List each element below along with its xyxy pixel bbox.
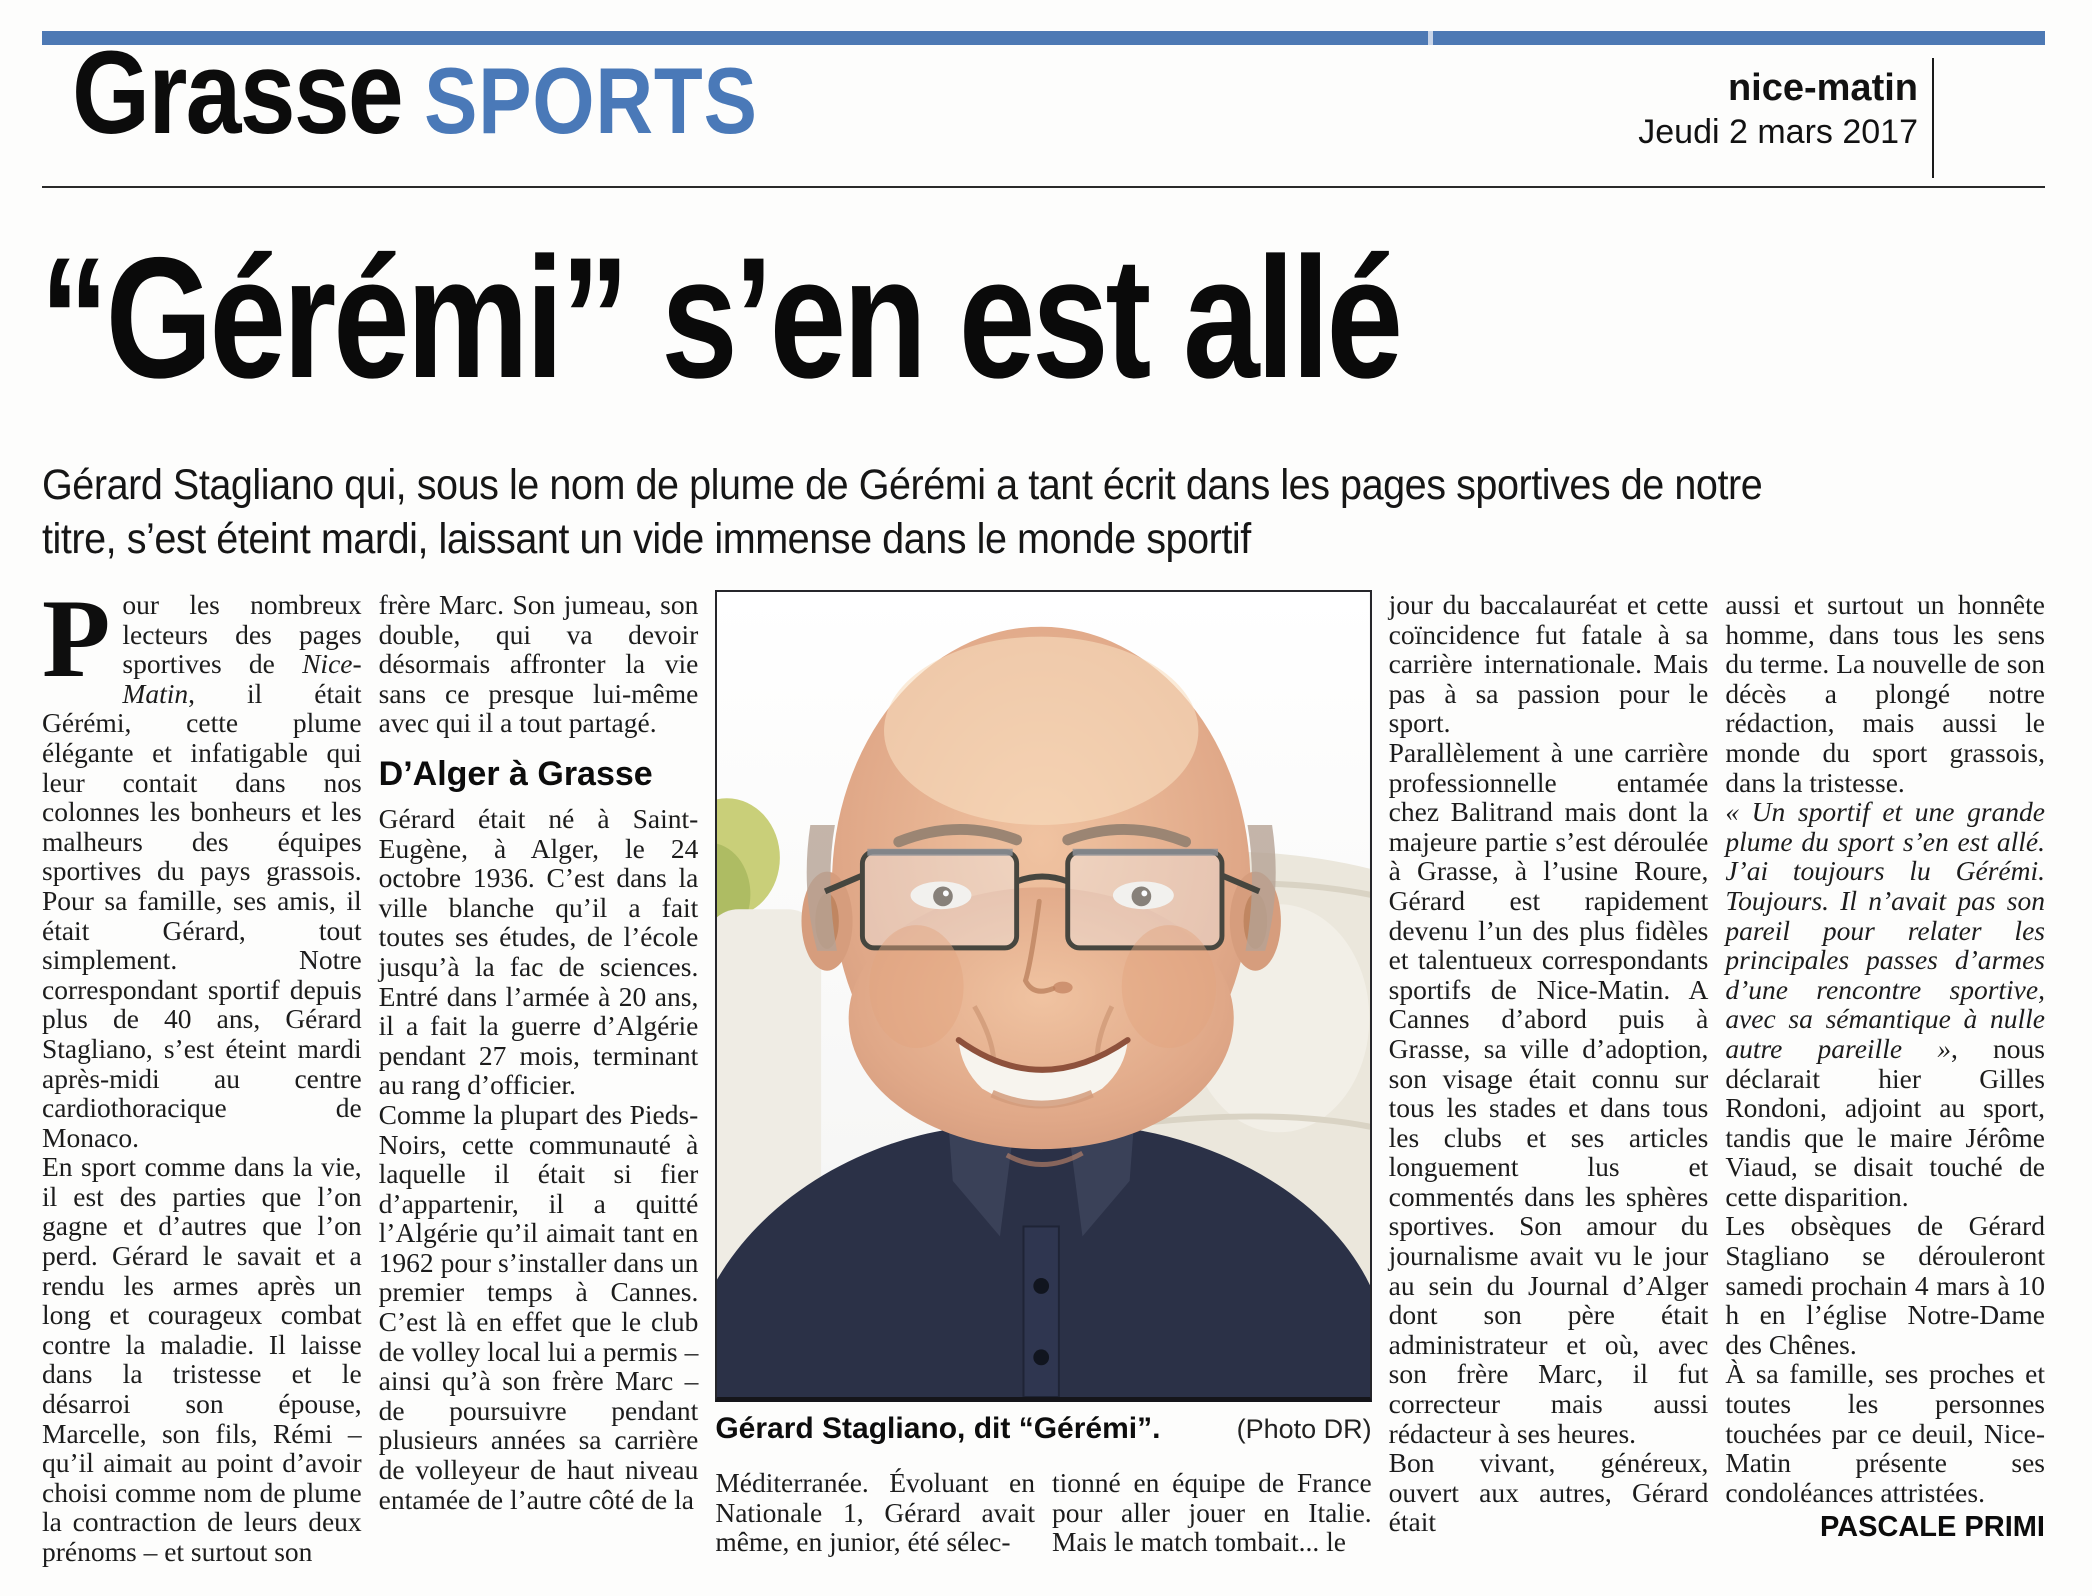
forehead-highlight bbox=[884, 637, 1198, 825]
paragraph: tionné en équipe de France pour aller jouer en Italie. Mais le match tombait... le bbox=[1051, 1467, 1372, 1558]
paragraph-quote bbox=[1725, 797, 2045, 1211]
paragraph-text: , il était Gérémi, cette plume élégante et infatigable qui leur contait dans nos colonnes les bonheurs et les malheurs des équipes sportives du pays grassois. Pour sa famille, ses amis, il était Gérard, tout simplement. Notre correspondant sportif depuis plus de 40 ans, Gérard Stagliano, s’est éteint mardi après-midi au centre cardiothoracique de Monaco. bbox=[42, 677, 362, 1153]
paragraph: Les obsèques de Gérard Stagliano se dérouleront samedi prochain 4 mars à 10 h en l’église Notre-Dame des Chênes. bbox=[1725, 1210, 2045, 1360]
article-column-5 bbox=[1389, 590, 1709, 1596]
glasses-top-bar bbox=[868, 849, 1013, 856]
nostril bbox=[1053, 982, 1073, 994]
drop-cap: P bbox=[42, 590, 111, 701]
section-label: SPORTS bbox=[424, 48, 758, 153]
article-body bbox=[42, 590, 2045, 1596]
crosshead-dalger-a-grasse: D’Alger à Grasse bbox=[378, 754, 653, 793]
photo-caption: Gérard Stagliano, dit “Gérémi”. bbox=[715, 1412, 1161, 1445]
photo-captionbar bbox=[715, 1412, 1371, 1446]
article-column-2 bbox=[379, 590, 699, 1596]
button bbox=[1034, 1278, 1050, 1294]
paragraph-text: our les nombreux lecteurs des pages sportives de bbox=[122, 590, 362, 680]
paragraph: En sport comme dans la vie, il est des parties que l’on gagne et d’autres que l’on perd. Gérard le savait et a rendu les armes après un long et courageux combat contre la maladie. Il laisse dans la tristesse et le désarroi son épouse, Marcelle, son fils, Rémi – qu’il aimait au point d’avoir choisi comme nom de plume la contraction de leurs deux prénoms – et surtout son bbox=[42, 1151, 362, 1567]
paragraph: aussi et surtout un honnête homme, dans tous les sens du terme. La nouvelle de son décès a plongé notre rédaction, mais aussi le monde du sport grassois, dans la tristesse. bbox=[1725, 590, 2045, 798]
article-subhead: Gérard Stagliano qui, sous le nom de plume de Gérémi a tant écrit dans les pages sportives de notre titre, s’est éteint mardi, laissant un vide immense dans le monde sportif bbox=[42, 461, 1763, 563]
paragraph bbox=[42, 590, 362, 1152]
portrait-photo-illustration bbox=[717, 592, 1369, 1397]
quote-italic: « Un sportif et une grande plume du sport s’en est allé. J’ai toujours lu Gérémi. Toujours. Il n’avait pas son pareil pour relater les principales passes d’armes d’une rencontre sportive, avec sa sémantique à nulle autre pareille » bbox=[1725, 796, 2045, 1064]
quote-attribution: , nous déclarait hier Gilles Rondoni, adjoint au sport, tandis que le maire Jérôme Viaud, se disait touché de cette disparition. bbox=[1725, 1032, 2045, 1212]
section-title bbox=[72, 27, 758, 159]
button bbox=[1034, 1349, 1050, 1365]
portrait-photo bbox=[715, 590, 1371, 1402]
paper-title-italic: Nice-Matin bbox=[122, 648, 362, 709]
cheek-right bbox=[1122, 925, 1216, 1048]
article-headline: “Gérémi” s’en est allé bbox=[40, 222, 1400, 414]
section-name: Grasse bbox=[72, 27, 402, 159]
photo-block bbox=[715, 590, 1371, 1446]
paragraph: jour du baccalauréat et cette coïncidence fut fatale à sa carrière internationale. Mais pas à sa passion pour le sport. bbox=[1388, 590, 1709, 739]
glasses-top-bar bbox=[1073, 849, 1218, 856]
article-column-3 bbox=[715, 1468, 1035, 1596]
byline: PASCALE PRIMI bbox=[1819, 1511, 2045, 1544]
paragraph: Gérard était né à Saint-Eugène, à Alger, le 24 octobre 1936. C’est dans la ville blanche qu’il a fait toutes ses études, de l’école jusqu’à la fac de sciences. Entré dans l’armée à 20 ans, il a fait la guerre d’Algérie pendant 27 mois, terminant au rang d’officier. bbox=[378, 802, 699, 1101]
paragraph: frère Marc. Son jumeau, son double, qui va devoir désormais affronter la vie sans ce presque lui-même avec qui il a tout partagé. bbox=[378, 590, 699, 739]
article-column-6 bbox=[1725, 590, 2045, 1596]
article-column-1 bbox=[42, 590, 362, 1596]
paragraph: Méditerranée. Évoluant en Nationale 1, Gérard avait même, en junior, été sélec- bbox=[715, 1467, 1035, 1558]
edition-date: Jeudi 2 mars 2017 bbox=[1638, 113, 1918, 151]
cheek-left bbox=[870, 925, 964, 1048]
edition-divider bbox=[1932, 58, 1934, 178]
article-column-4 bbox=[1052, 1468, 1372, 1596]
paragraph: À sa famille, ses proches et toutes les personnes touchées par ce deuil, Nice-Matin présente ses condoléances attristées. bbox=[1725, 1358, 2045, 1508]
paragraph: Comme la plupart des Pieds-Noirs, cette communauté à laquelle il était si fier d’appartenir, il a quitté l’Algérie qu’il aimait tant en 1962 pour s’installer dans un premier temps à Cannes. C’est là en effet que le club de volley local lui a permis – ainsi qu’à son frère Marc – de poursuivre pendant plusieurs années sa carrière de volleyeur de haut niveau entamée de l’autre côté de la bbox=[378, 1098, 699, 1515]
button-placket bbox=[1024, 1226, 1059, 1397]
paper-name: nice-matin bbox=[1727, 67, 1918, 109]
edition-info bbox=[1638, 66, 1918, 154]
photo-credit: (Photo DR) bbox=[1236, 1414, 1372, 1444]
paragraph: Parallèlement à une carrière professionnelle entamée chez Balitrand mais dont la majeure partie s’est déroulée à Grasse, à l’usine Roure, Gérard est rapidement devenu l’un des plus fidèles et talentueux correspondants sportifs de Nice-Matin. A Cannes d’abord puis à Grasse, sa ville d’adoption, son visage était connu sur tous les stades et dans tous les clubs et ses articles longuement lus et commentés dans les sphères sportives. Son amour du journalisme avait vu le jour au sein du Journal d’Alger dont son père était administrateur et où, avec son frère Marc, il fut correcteur mais aussi rédacteur à ses heures. bbox=[1388, 736, 1709, 1449]
paragraph: Bon vivant, généreux, ouvert aux autres, Gérard était bbox=[1388, 1447, 1709, 1538]
masthead-rule bbox=[42, 186, 2045, 188]
